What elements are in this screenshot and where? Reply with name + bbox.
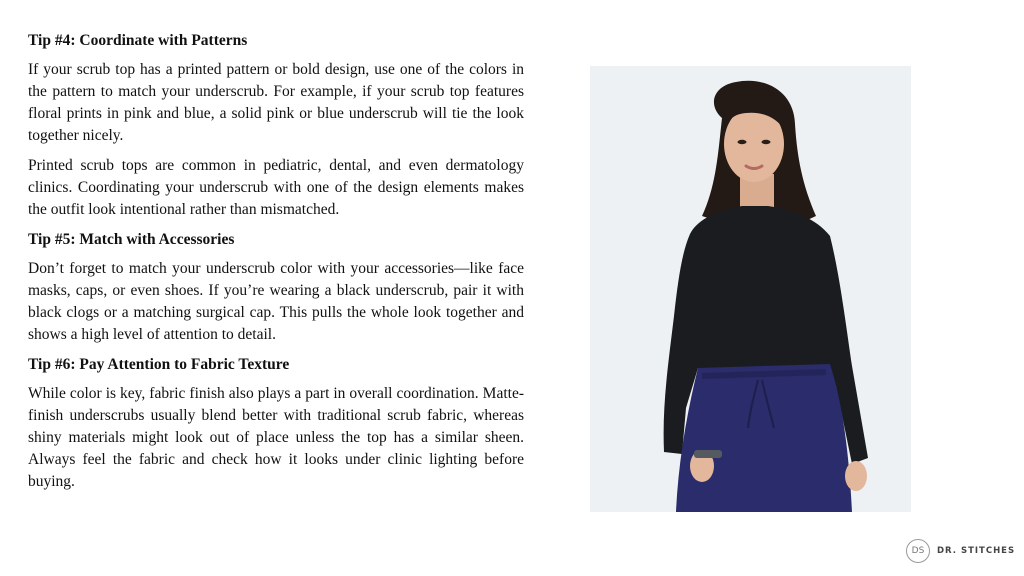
waistband — [702, 372, 826, 376]
tip-6-heading: Tip #6: Pay Attention to Fabric Texture — [28, 356, 290, 373]
right-eye — [762, 140, 771, 144]
section-tip-4 — [28, 30, 524, 221]
tip-5-paragraph-1: Don’t forget to match your underscrub color with your accessories—like face masks, caps, or even shoes. If you’re wearing a black underscrub, pair it with black clogs or a matching surgical cap. This pulls the whole look together and shows a high level of attention to detail. — [28, 260, 524, 343]
brand-logo — [906, 538, 1015, 564]
brand-name: DR. STITCHES — [937, 546, 1016, 556]
brand-mark-icon: DS — [906, 539, 930, 563]
tip-6-paragraph-1: While color is key, fabric finish also plays a part in overall coordination. Matte-finish underscrubs usually blend better with traditional scrub fabric, whereas shiny materials might look out of place unless the top has a similar sheen. Always feel the fabric and check how it looks under clinic lighting before buying. — [28, 385, 524, 490]
tip-4-heading: Tip #4: Coordinate with Patterns — [28, 32, 248, 49]
right-hand — [845, 461, 867, 491]
article-text — [28, 30, 524, 501]
tip-4-paragraph-1: If your scrub top has a printed pattern or bold design, use one of the colors in the pattern to match your underscrub. For example, if your scrub top features floral prints in pink and blue, a solid pink or blue underscrub will tie the look together nicely. — [28, 61, 524, 144]
tip-4-paragraph-2: Printed scrub tops are common in pediatric, dental, and even dermatology clinics. Coordinating your underscrub with one of the design elements makes the outfit look intentional rather than mismatched. — [28, 157, 524, 218]
watch-shape — [694, 450, 722, 458]
left-eye — [738, 140, 747, 144]
model-photo — [590, 66, 911, 512]
section-tip-6 — [28, 354, 524, 493]
section-tip-5 — [28, 229, 524, 346]
tip-5-heading: Tip #5: Match with Accessories — [28, 231, 235, 248]
model-illustration — [590, 66, 911, 512]
